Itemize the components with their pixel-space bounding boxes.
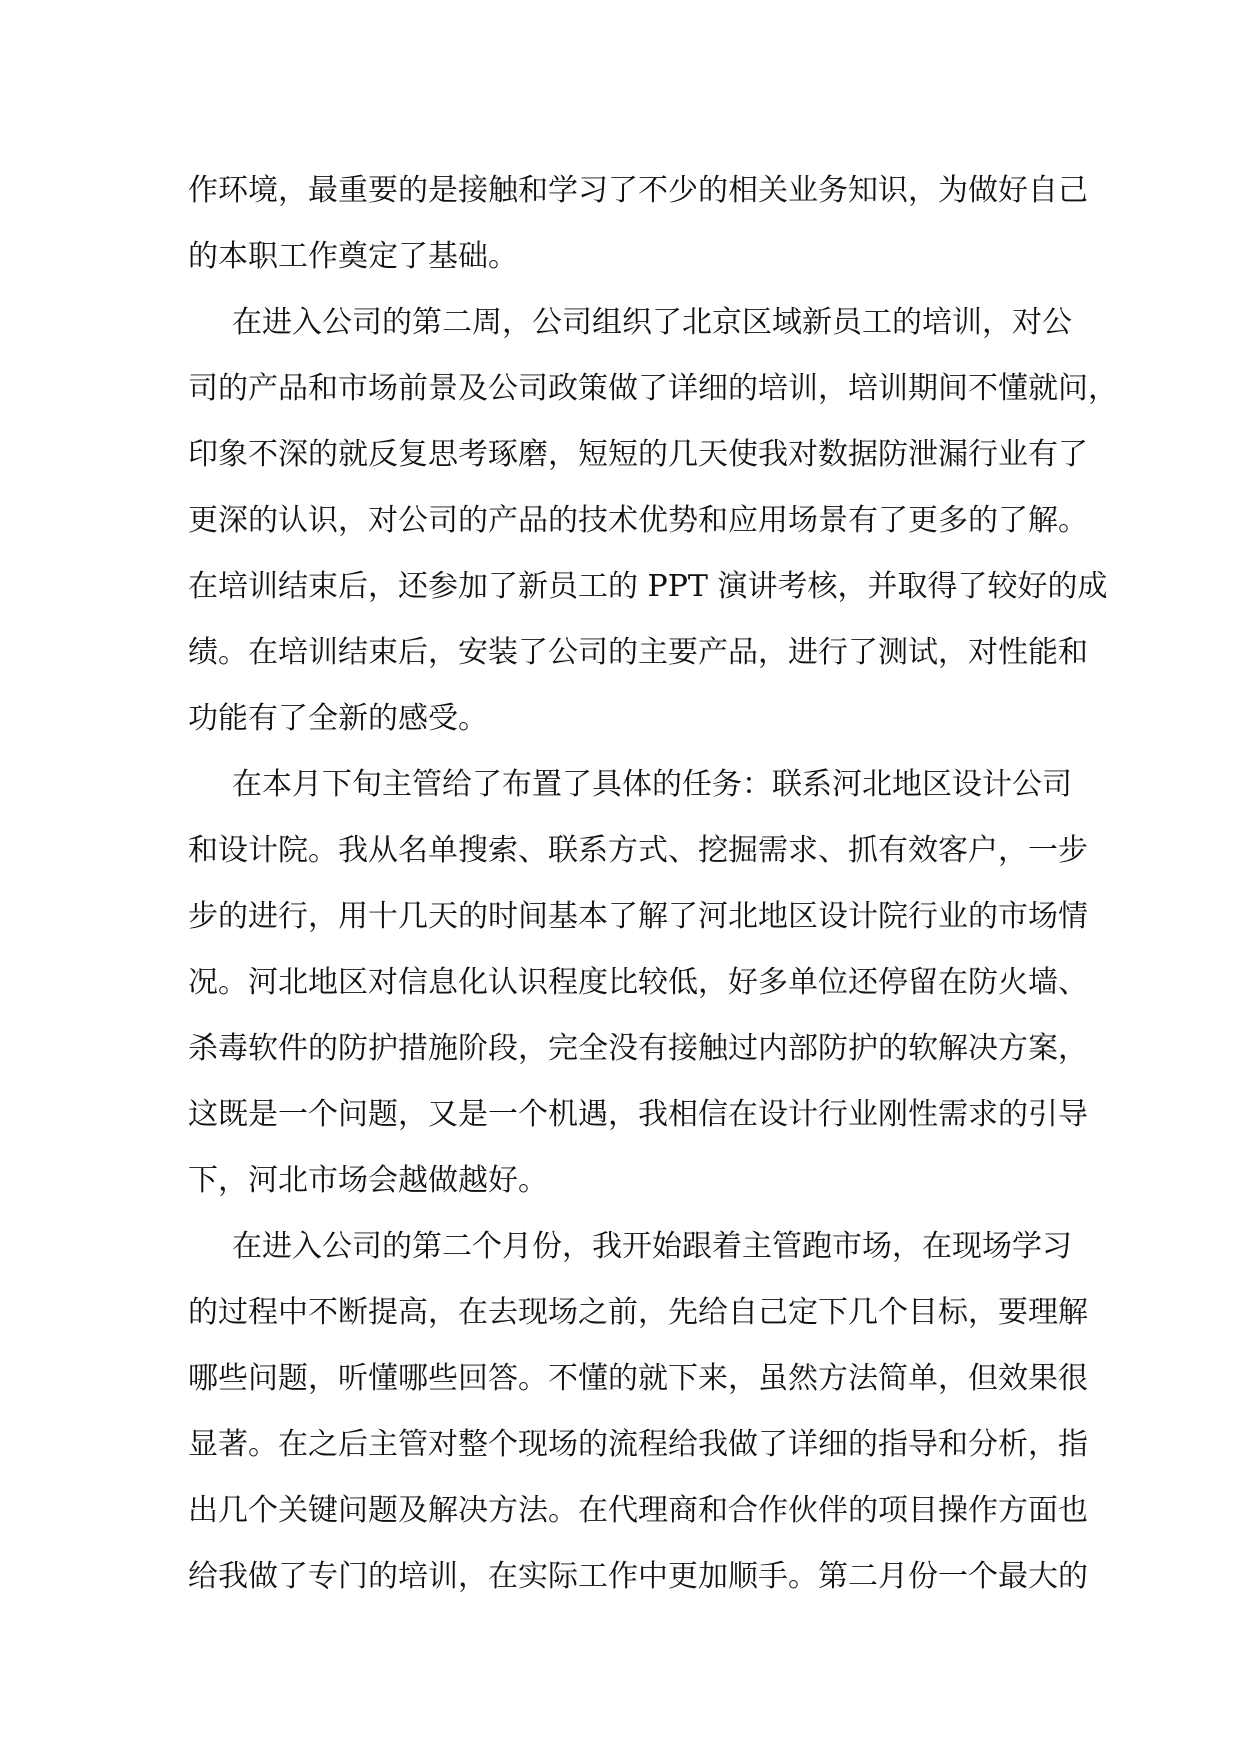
text-line: 步的进行，用十几天的时间基本了解了河北地区设计院行业的市场情	[188, 899, 1088, 934]
paragraph	[188, 752, 1088, 1214]
text-line: 司的产品和市场前景及公司政策做了详细的培训，培训期间不懂就问，	[188, 371, 1118, 406]
text-line: 哪些问题，听懂哪些回答。不懂的就下来，虽然方法简单，但效果很	[188, 1361, 1088, 1396]
text-line: 杀毒软件的防护措施阶段，完全没有接触过内部防护的软解决方案，	[188, 1031, 1088, 1066]
document-body	[188, 158, 1118, 1610]
text-line: 下，河北市场会越做越好。	[188, 1163, 548, 1198]
text-line: 这既是一个问题，又是一个机遇，我相信在设计行业刚性需求的引导	[188, 1097, 1088, 1132]
text-line: 作环境，最重要的是接触和学习了不少的相关业务知识，为做好自己	[188, 173, 1088, 208]
text-line: 更深的认识，对公司的产品的技术优势和应用场景有了更多的了解。	[188, 503, 1088, 538]
text-line: 功能有了全新的感受。	[188, 701, 488, 736]
text-line: 绩。在培训结束后，安装了公司的主要产品，进行了测试，对性能和	[188, 635, 1088, 670]
paragraph	[188, 158, 1088, 290]
text-line: 况。河北地区对信息化认识程度比较低，好多单位还停留在防火墙、	[188, 965, 1088, 1000]
text-line: 给我做了专门的培训，在实际工作中更加顺手。第二月份一个最大的	[188, 1559, 1088, 1594]
text-line: 在培训结束后，还参加了新员工的 PPT 演讲考核，并取得了较好的成	[188, 569, 1108, 604]
paragraph	[188, 290, 1118, 752]
text-line: 显著。在之后主管对整个现场的流程给我做了详细的指导和分析，指	[188, 1427, 1088, 1462]
text-line: 在进入公司的第二周，公司组织了北京区域新员工的培训，对公	[232, 305, 1072, 340]
text-line: 的过程中不断提高，在去现场之前，先给自己定下几个目标，要理解	[188, 1295, 1088, 1330]
text-line: 在进入公司的第二个月份，我开始跟着主管跑市场，在现场学习	[232, 1229, 1072, 1264]
text-line: 出几个关键问题及解决方法。在代理商和合作伙伴的项目操作方面也	[188, 1493, 1088, 1528]
text-line: 在本月下旬主管给了布置了具体的任务：联系河北地区设计公司	[232, 767, 1072, 802]
paragraph	[188, 1214, 1088, 1610]
text-line: 印象不深的就反复思考琢磨，短短的几天使我对数据防泄漏行业有了	[188, 437, 1088, 472]
text-line: 和设计院。我从名单搜索、联系方式、挖掘需求、抓有效客户，一步	[188, 833, 1088, 868]
text-line: 的本职工作奠定了基础。	[188, 239, 518, 274]
